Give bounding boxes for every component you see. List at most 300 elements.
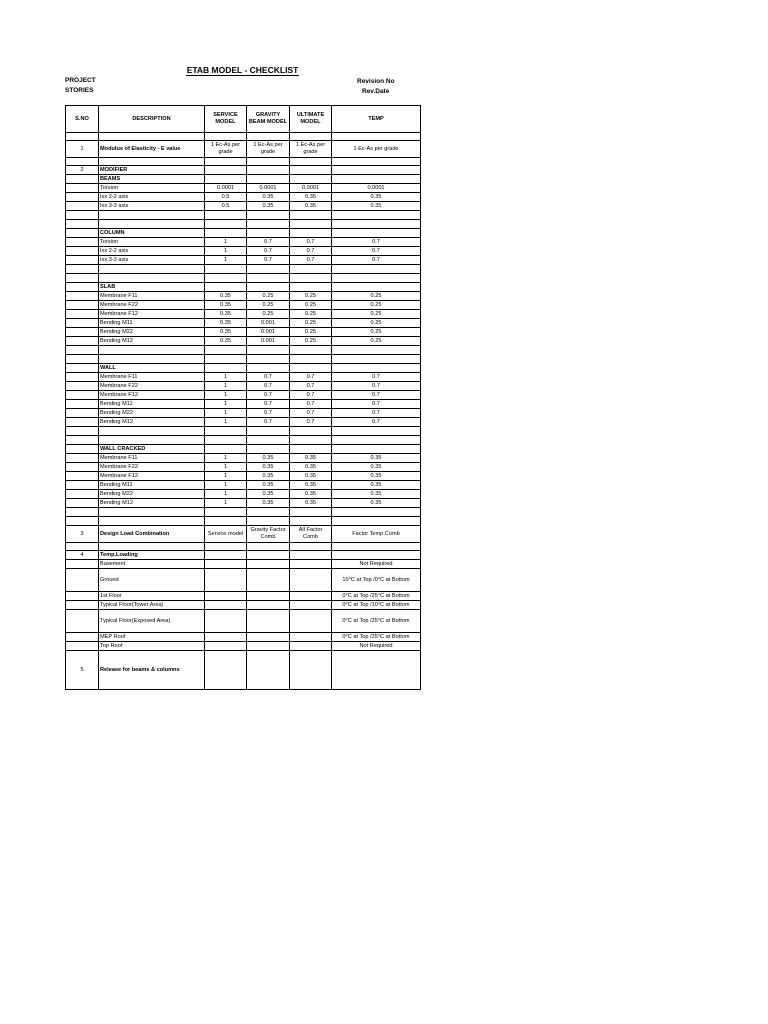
spacer-row <box>66 158 421 166</box>
table-row <box>66 481 421 490</box>
cell-temp: 0.35 <box>332 463 421 472</box>
table-row <box>66 382 421 391</box>
project-label: PROJECT <box>65 77 96 84</box>
cell-sno <box>66 508 99 517</box>
cell-service-model: 0.35 <box>205 319 247 328</box>
cell-description: Bending M12 <box>99 337 205 346</box>
cell-ultimate-model <box>290 346 332 355</box>
cell-temp: 0°C at Top /25°C at Bottom <box>332 610 421 633</box>
spacer-cell <box>290 133 332 141</box>
table-row <box>66 175 421 184</box>
cell-sno <box>66 256 99 265</box>
cell-service-model: 1 <box>205 382 247 391</box>
cell-service-model: 1 <box>205 454 247 463</box>
cell-ultimate-model: 0.25 <box>290 337 332 346</box>
cell-service-model <box>205 436 247 445</box>
spacer-cell <box>332 543 421 551</box>
cell-description: Bending M11 <box>99 400 205 409</box>
cell-sno <box>66 560 99 569</box>
table-row <box>66 310 421 319</box>
cell-ultimate-model <box>290 274 332 283</box>
cell-temp: 0.25 <box>332 337 421 346</box>
cell-temp: 0.25 <box>332 319 421 328</box>
cell-temp <box>332 265 421 274</box>
table-row <box>66 184 421 193</box>
cell-gravity-beam-model: 0.001 <box>247 328 290 337</box>
cell-ultimate-model <box>290 517 332 526</box>
cell-sno <box>66 481 99 490</box>
cell-ultimate-model <box>290 427 332 436</box>
cell-description: Bending M11 <box>99 319 205 328</box>
cell-ultimate-model: 0.35 <box>290 463 332 472</box>
cell-service-model <box>205 346 247 355</box>
cell-ultimate-model <box>290 610 332 633</box>
table-row <box>66 247 421 256</box>
cell-sno: 4 <box>66 551 99 560</box>
table-row <box>66 364 421 373</box>
cell-service-model <box>205 274 247 283</box>
cell-gravity-beam-model <box>247 427 290 436</box>
cell-temp: 0.7 <box>332 247 421 256</box>
cell-ultimate-model <box>290 229 332 238</box>
cell-service-model: 0.5 <box>205 202 247 211</box>
cell-sno <box>66 463 99 472</box>
cell-description <box>99 508 205 517</box>
cell-service-model <box>205 445 247 454</box>
cell-sno <box>66 301 99 310</box>
cell-sno <box>66 355 99 364</box>
cell-ultimate-model: 0.7 <box>290 418 332 427</box>
table-row <box>66 373 421 382</box>
cell-sno <box>66 418 99 427</box>
cell-gravity-beam-model: 0.7 <box>247 256 290 265</box>
cell-description: Temp.Loading <box>99 551 205 560</box>
cell-ultimate-model: 0.25 <box>290 319 332 328</box>
cell-service-model: 1 <box>205 418 247 427</box>
cell-service-model <box>205 265 247 274</box>
cell-description: Modulus of Elasticity - E value <box>99 141 205 158</box>
cell-description: Bending M11 <box>99 481 205 490</box>
table-row <box>66 220 421 229</box>
cell-gravity-beam-model <box>247 220 290 229</box>
sheet-title: ETAB MODEL - CHECKLIST <box>186 65 299 75</box>
cell-description: Ixx 3-3 axis <box>99 256 205 265</box>
cell-description: Ground <box>99 569 205 592</box>
spacer-cell <box>66 133 99 141</box>
cell-sno <box>66 283 99 292</box>
cell-gravity-beam-model: 0.25 <box>247 301 290 310</box>
cell-sno <box>66 193 99 202</box>
table-row <box>66 141 421 158</box>
spacer-row <box>66 133 421 141</box>
cell-sno <box>66 238 99 247</box>
table-row <box>66 256 421 265</box>
cell-description: MEP Roof <box>99 633 205 642</box>
cell-sno <box>66 328 99 337</box>
col-header-temp: TEMP <box>332 106 421 133</box>
cell-temp: Not Required <box>332 642 421 651</box>
cell-gravity-beam-model: 0.35 <box>247 472 290 481</box>
cell-service-model: Service model <box>205 526 247 543</box>
cell-description: Membrane F11 <box>99 292 205 301</box>
sheet-header <box>65 65 420 105</box>
cell-sno <box>66 292 99 301</box>
cell-temp <box>332 427 421 436</box>
cell-service-model: 0.0001 <box>205 184 247 193</box>
cell-sno <box>66 409 99 418</box>
cell-service-model <box>205 592 247 601</box>
cell-gravity-beam-model: 0.35 <box>247 499 290 508</box>
cell-sno <box>66 454 99 463</box>
cell-description <box>99 265 205 274</box>
cell-sno <box>66 382 99 391</box>
cell-gravity-beam-model <box>247 274 290 283</box>
table-row <box>66 328 421 337</box>
table-row <box>66 301 421 310</box>
cell-ultimate-model <box>290 355 332 364</box>
cell-service-model <box>205 175 247 184</box>
cell-sno <box>66 490 99 499</box>
checklist-sheet <box>65 65 420 690</box>
table-row <box>66 346 421 355</box>
table-row <box>66 551 421 560</box>
cell-ultimate-model <box>290 601 332 610</box>
cell-service-model: 1 <box>205 391 247 400</box>
cell-gravity-beam-model: 0.35 <box>247 481 290 490</box>
table-row <box>66 463 421 472</box>
cell-temp: 0.7 <box>332 373 421 382</box>
cell-service-model <box>205 355 247 364</box>
cell-service-model: 1 Ec-As per grade <box>205 141 247 158</box>
table-row <box>66 355 421 364</box>
cell-service-model: 1 <box>205 472 247 481</box>
table-row <box>66 601 421 610</box>
cell-temp: 0.7 <box>332 256 421 265</box>
cell-temp <box>332 651 421 690</box>
table-row <box>66 633 421 642</box>
spacer-row <box>66 543 421 551</box>
cell-ultimate-model <box>290 175 332 184</box>
cell-temp <box>332 364 421 373</box>
cell-ultimate-model <box>290 551 332 560</box>
cell-ultimate-model <box>290 166 332 175</box>
cell-service-model <box>205 642 247 651</box>
cell-service-model <box>205 220 247 229</box>
cell-temp: 0.25 <box>332 310 421 319</box>
spacer-cell <box>247 158 290 166</box>
cell-temp <box>332 166 421 175</box>
cell-ultimate-model <box>290 364 332 373</box>
cell-gravity-beam-model <box>247 633 290 642</box>
cell-ultimate-model: 0.0001 <box>290 184 332 193</box>
cell-gravity-beam-model <box>247 517 290 526</box>
cell-temp: 0°C at Top /25°C at Bottom <box>332 633 421 642</box>
cell-temp: 0.7 <box>332 238 421 247</box>
cell-sno <box>66 247 99 256</box>
cell-service-model: 1 <box>205 256 247 265</box>
spacer-cell <box>247 133 290 141</box>
cell-gravity-beam-model: 0.7 <box>247 238 290 247</box>
table-row <box>66 211 421 220</box>
cell-description: Bending M22 <box>99 490 205 499</box>
cell-description: Bending M12 <box>99 418 205 427</box>
cell-description <box>99 517 205 526</box>
cell-ultimate-model: 0.35 <box>290 481 332 490</box>
cell-temp: 0.35 <box>332 454 421 463</box>
cell-temp: 0.35 <box>332 472 421 481</box>
cell-ultimate-model: 0.7 <box>290 256 332 265</box>
spacer-cell <box>99 543 205 551</box>
cell-description: Basement <box>99 560 205 569</box>
cell-sno <box>66 391 99 400</box>
cell-temp: 1 Ec-As per grade <box>332 141 421 158</box>
cell-description: Bending M12 <box>99 499 205 508</box>
cell-description: 1st Floor <box>99 592 205 601</box>
table-row <box>66 274 421 283</box>
cell-sno <box>66 436 99 445</box>
cell-description <box>99 436 205 445</box>
spacer-cell <box>247 543 290 551</box>
cell-service-model <box>205 508 247 517</box>
cell-gravity-beam-model: 0.25 <box>247 310 290 319</box>
cell-service-model <box>205 211 247 220</box>
cell-description <box>99 355 205 364</box>
cell-ultimate-model <box>290 445 332 454</box>
cell-temp: 0.0001 <box>332 184 421 193</box>
cell-description: Design Load Combination <box>99 526 205 543</box>
cell-ultimate-model: 0.7 <box>290 382 332 391</box>
table-row <box>66 337 421 346</box>
table-row <box>66 569 421 592</box>
cell-service-model: 0.35 <box>205 328 247 337</box>
cell-sno <box>66 601 99 610</box>
cell-temp: 0.35 <box>332 481 421 490</box>
table-row <box>66 592 421 601</box>
table-row <box>66 560 421 569</box>
cell-sno <box>66 445 99 454</box>
spacer-cell <box>99 133 205 141</box>
cell-service-model: 0.35 <box>205 301 247 310</box>
cell-temp: 0°C at Top /10°C at Bottom <box>332 601 421 610</box>
table-row <box>66 202 421 211</box>
spacer-cell <box>205 133 247 141</box>
cell-ultimate-model: 0.7 <box>290 373 332 382</box>
cell-gravity-beam-model <box>247 211 290 220</box>
table-row <box>66 436 421 445</box>
table-row <box>66 283 421 292</box>
cell-temp <box>332 283 421 292</box>
cell-description <box>99 274 205 283</box>
table-row <box>66 193 421 202</box>
cell-service-model: 1 <box>205 247 247 256</box>
cell-gravity-beam-model: 0.001 <box>247 337 290 346</box>
cell-temp: 0.25 <box>332 328 421 337</box>
table-row <box>66 508 421 517</box>
cell-temp: 0.25 <box>332 292 421 301</box>
cell-temp <box>332 551 421 560</box>
cell-sno: 3 <box>66 526 99 543</box>
cell-sno <box>66 274 99 283</box>
cell-gravity-beam-model <box>247 283 290 292</box>
cell-gravity-beam-model <box>247 569 290 592</box>
cell-description: Membrane F12 <box>99 472 205 481</box>
cell-temp <box>332 517 421 526</box>
table-row <box>66 490 421 499</box>
spacer-cell <box>66 158 99 166</box>
table-row <box>66 166 421 175</box>
cell-sno <box>66 633 99 642</box>
spacer-cell <box>205 158 247 166</box>
cell-service-model <box>205 283 247 292</box>
cell-gravity-beam-model: 0.35 <box>247 202 290 211</box>
table-row <box>66 651 421 690</box>
cell-description: MODIFIER <box>99 166 205 175</box>
spacer-cell <box>205 543 247 551</box>
cell-sno <box>66 499 99 508</box>
cell-description <box>99 427 205 436</box>
cell-ultimate-model: 1 Ec-As per grade <box>290 141 332 158</box>
table-row <box>66 526 421 543</box>
cell-ultimate-model: 0.25 <box>290 310 332 319</box>
cell-temp: 0.7 <box>332 391 421 400</box>
cell-description <box>99 211 205 220</box>
cell-temp: 10°C at Top /0°C at Bottom <box>332 569 421 592</box>
cell-temp: 0.7 <box>332 382 421 391</box>
cell-sno <box>66 211 99 220</box>
cell-gravity-beam-model <box>247 229 290 238</box>
cell-sno <box>66 337 99 346</box>
cell-service-model <box>205 601 247 610</box>
cell-sno <box>66 517 99 526</box>
cell-temp <box>332 175 421 184</box>
cell-ultimate-model <box>290 560 332 569</box>
table-row <box>66 292 421 301</box>
cell-sno <box>66 346 99 355</box>
cell-description: WALL CRACKED <box>99 445 205 454</box>
cell-gravity-beam-model: 0.35 <box>247 490 290 499</box>
cell-gravity-beam-model <box>247 592 290 601</box>
table-row <box>66 265 421 274</box>
cell-ultimate-model <box>290 220 332 229</box>
cell-temp: 0.7 <box>332 400 421 409</box>
cell-description: Membrane F11 <box>99 373 205 382</box>
cell-sno <box>66 229 99 238</box>
cell-ultimate-model <box>290 651 332 690</box>
spacer-cell <box>99 158 205 166</box>
cell-sno <box>66 202 99 211</box>
cell-description: Membrane F22 <box>99 382 205 391</box>
cell-description <box>99 346 205 355</box>
cell-description: Top Roof <box>99 642 205 651</box>
cell-description: Membrane F11 <box>99 454 205 463</box>
cell-ultimate-model <box>290 508 332 517</box>
cell-temp: Factor Temp.Comb <box>332 526 421 543</box>
cell-ultimate-model <box>290 633 332 642</box>
cell-description: Membrane F22 <box>99 301 205 310</box>
cell-gravity-beam-model <box>247 601 290 610</box>
col-header-service-model: SERVICE MODEL <box>205 106 247 133</box>
cell-service-model <box>205 229 247 238</box>
cell-gravity-beam-model: 0.7 <box>247 391 290 400</box>
table-row <box>66 445 421 454</box>
cell-description: Membrane F22 <box>99 463 205 472</box>
cell-gravity-beam-model: 0.7 <box>247 400 290 409</box>
cell-ultimate-model: 0.25 <box>290 301 332 310</box>
table-row <box>66 238 421 247</box>
cell-ultimate-model: 0.25 <box>290 328 332 337</box>
cell-sno <box>66 184 99 193</box>
cell-sno: 5 <box>66 651 99 690</box>
table-row <box>66 418 421 427</box>
table-row <box>66 499 421 508</box>
spacer-cell <box>332 133 421 141</box>
cell-description: Torsion <box>99 184 205 193</box>
cell-gravity-beam-model: 0.25 <box>247 292 290 301</box>
col-header-sno: S.NO <box>66 106 99 133</box>
cell-description: Release for beams & columns <box>99 651 205 690</box>
table-row <box>66 400 421 409</box>
cell-gravity-beam-model <box>247 436 290 445</box>
table-row <box>66 391 421 400</box>
cell-service-model <box>205 610 247 633</box>
cell-temp: Not Required <box>332 560 421 569</box>
table-row <box>66 229 421 238</box>
cell-service-model <box>205 633 247 642</box>
cell-service-model <box>205 560 247 569</box>
cell-gravity-beam-model <box>247 560 290 569</box>
cell-service-model <box>205 364 247 373</box>
cell-temp: 0.7 <box>332 409 421 418</box>
checklist-table <box>65 105 421 690</box>
cell-sno <box>66 642 99 651</box>
cell-gravity-beam-model: 0.7 <box>247 409 290 418</box>
cell-service-model: 1 <box>205 400 247 409</box>
cell-sno <box>66 569 99 592</box>
table-row <box>66 517 421 526</box>
cell-description: Bending M22 <box>99 328 205 337</box>
cell-description: Ixx 2-2 axis <box>99 247 205 256</box>
cell-ultimate-model <box>290 211 332 220</box>
cell-temp: 0.35 <box>332 490 421 499</box>
cell-temp: 0°C at Top /25°C at Bottom <box>332 592 421 601</box>
cell-ultimate-model: 0.25 <box>290 292 332 301</box>
cell-temp <box>332 445 421 454</box>
cell-gravity-beam-model <box>247 175 290 184</box>
spacer-cell <box>290 543 332 551</box>
cell-ultimate-model <box>290 283 332 292</box>
cell-sno <box>66 592 99 601</box>
spacer-cell <box>66 543 99 551</box>
cell-sno <box>66 364 99 373</box>
cell-gravity-beam-model: 1 Ec-As per grade <box>247 141 290 158</box>
cell-service-model: 0.5 <box>205 193 247 202</box>
cell-ultimate-model <box>290 569 332 592</box>
cell-temp: 0.25 <box>332 301 421 310</box>
cell-sno <box>66 319 99 328</box>
spacer-cell <box>332 158 421 166</box>
cell-ultimate-model: 0.35 <box>290 454 332 463</box>
col-header-ultimate-model: ULTIMATE MODEL <box>290 106 332 133</box>
cell-service-model: 1 <box>205 238 247 247</box>
cell-service-model: 1 <box>205 463 247 472</box>
cell-sno <box>66 265 99 274</box>
cell-description: BEAMS <box>99 175 205 184</box>
cell-service-model: 1 <box>205 490 247 499</box>
cell-service-model: 1 <box>205 499 247 508</box>
cell-ultimate-model <box>290 642 332 651</box>
cell-gravity-beam-model <box>247 364 290 373</box>
cell-service-model: 0.35 <box>205 337 247 346</box>
